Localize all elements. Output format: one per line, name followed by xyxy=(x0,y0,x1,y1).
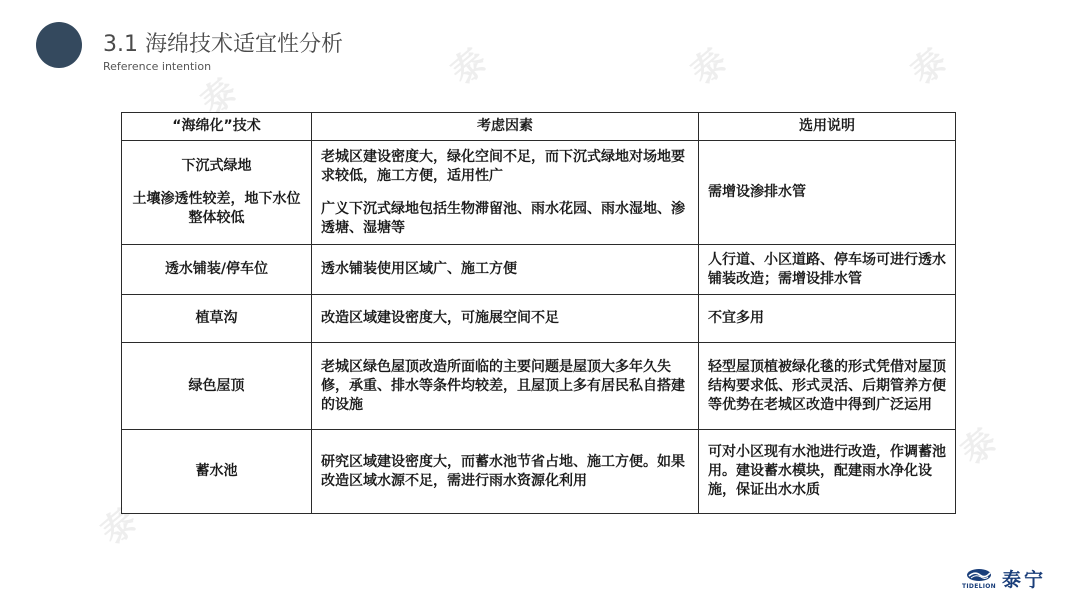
column-header-note: 选用说明 xyxy=(699,113,956,141)
company-logo xyxy=(958,568,1058,594)
note-cell: 不宜多用 xyxy=(699,295,956,343)
tech-cell: 透水铺装/停车位 xyxy=(122,245,312,295)
table-row xyxy=(122,245,956,295)
tech-cell: 植草沟 xyxy=(122,295,312,343)
factor-cell: 研究区域建设密度大，而蓄水池节省占地、施工方便。如果改造区域水源不足，需进行雨水资源化利用 xyxy=(312,430,699,514)
table-header-row xyxy=(122,113,956,141)
tech-cell: 绿色屋顶 xyxy=(122,343,312,430)
factor-cell: 老城区绿色屋顶改造所面临的主要问题是屋顶大多年久失修，承重、排水等条件均较差，且屋顶上多有居民私自搭建的设施 xyxy=(312,343,699,430)
factor-cell: 透水铺装使用区域广、施工方便 xyxy=(312,245,699,295)
table-row xyxy=(122,141,956,245)
table-row xyxy=(122,430,956,514)
watermark: 泰 xyxy=(443,40,496,94)
wave-logo-icon xyxy=(966,568,992,582)
factor-cell: 改造区域建设密度大，可施展空间不足 xyxy=(312,295,699,343)
title-circle-icon xyxy=(36,22,82,68)
watermark: 泰 xyxy=(93,500,146,554)
note-cell: 可对小区现有水池进行改造，作调蓄池用。建设蓄水模块，配建雨水净化设施，保证出水水质 xyxy=(699,430,956,514)
factor-cell xyxy=(312,141,699,245)
page-title: 3.1 海绵技术适宜性分析 xyxy=(103,32,343,57)
note-cell: 轻型屋顶植被绿化毯的形式凭借对屋顶结构要求低、形式灵活、后期管养方便等优势在老城区改造中得到广泛运用 xyxy=(699,343,956,430)
watermark: 泰 xyxy=(953,420,1006,474)
tech-name: 下沉式绿地 xyxy=(181,158,252,174)
watermark: 泰 xyxy=(683,40,736,94)
table-row xyxy=(122,343,956,430)
tech-sub-note: 土壤渗透性较差，地下水位整体较低 xyxy=(132,191,301,226)
watermark: 泰 xyxy=(903,40,956,94)
page-subtitle: Reference intention xyxy=(103,60,212,73)
factor-text: 老城区建设密度大，绿化空间不足，而下沉式绿地对场地要求较低，施工方便，适用性广 xyxy=(321,148,685,184)
factor-extra-text: 广义下沉式绿地包括生物滞留池、雨水花园、雨水湿地、渗透塘、湿塘等 xyxy=(321,200,685,236)
note-cell: 人行道、小区道路、停车场可进行透水铺装改造；需增设排水管 xyxy=(699,245,956,295)
watermark: 泰 xyxy=(193,70,246,124)
sponge-tech-table xyxy=(121,112,956,514)
tech-cell xyxy=(122,141,312,245)
logo-brand-en: TIDELION xyxy=(962,583,996,590)
logo-brand-cn: 泰宁 xyxy=(1002,569,1047,591)
tech-cell: 蓄水池 xyxy=(122,430,312,514)
column-header-factor: 考虑因素 xyxy=(312,113,699,141)
table-row xyxy=(122,295,956,343)
column-header-tech: “海绵化”技术 xyxy=(122,113,312,141)
note-cell: 需增设渗排水管 xyxy=(699,141,956,245)
